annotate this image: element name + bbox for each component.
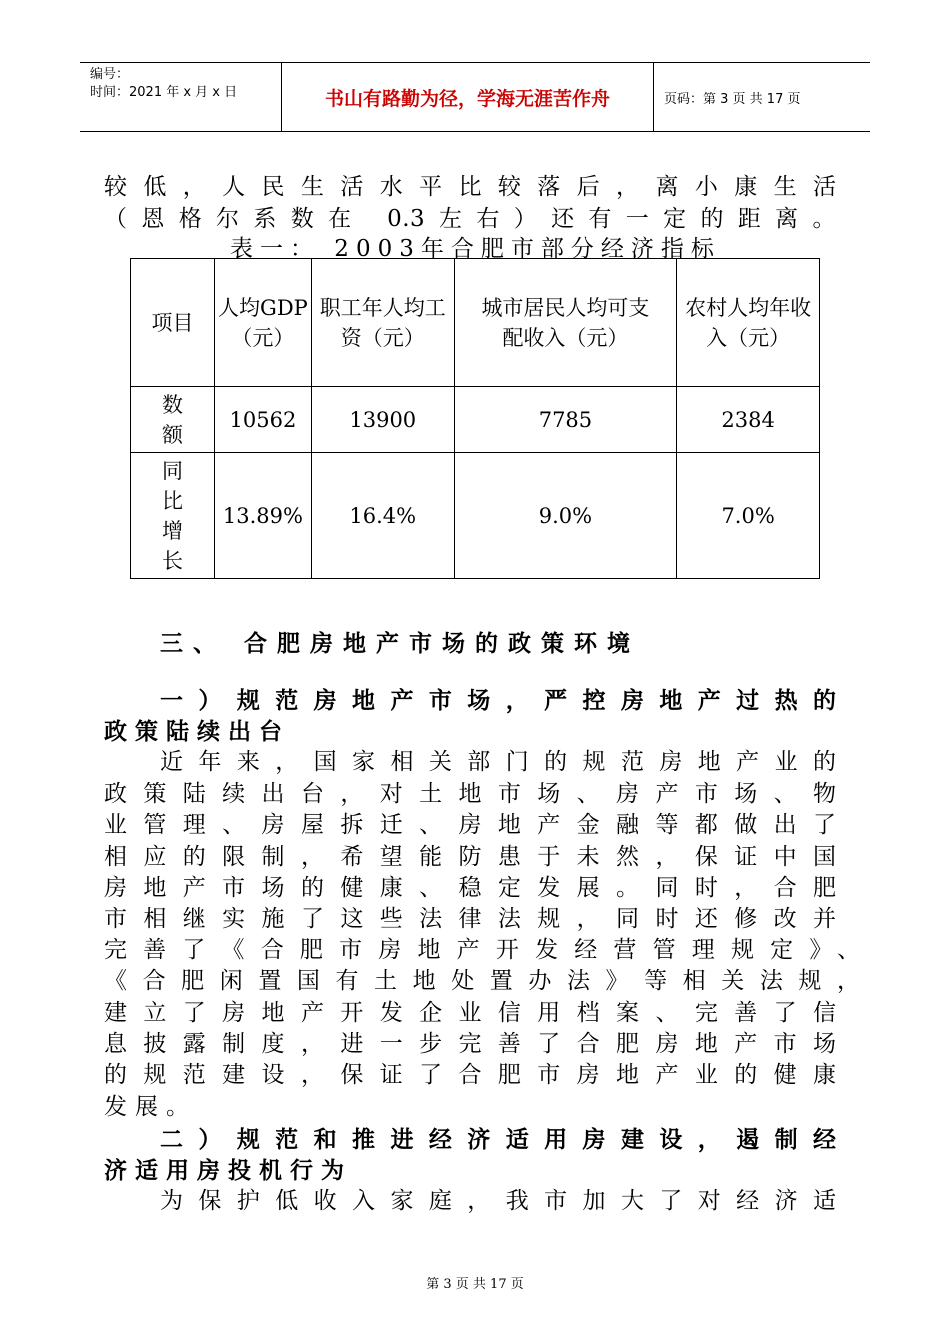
table-header-cell: 城市居民人均可支配收入（元） (454, 259, 677, 387)
table-header-cell: 职工年人均工资（元） (311, 259, 454, 387)
table-header-cell: 农村人均年收入（元） (677, 259, 820, 387)
page-footer: 第 3 页 共 17 页 (426, 1277, 524, 1292)
table-cell: 9.0% (454, 453, 677, 579)
table-header-cell: 人均GDP（元） (214, 259, 311, 387)
table-header-row (131, 259, 820, 387)
paragraph-line: 完善了《合肥市房地产开发经营管理规定》、 (104, 937, 860, 963)
subheading-line: 政策陆续出台 (104, 719, 290, 745)
paragraph-line: 房地产市场的健康、稳定发展。同时，合肥 (104, 875, 836, 901)
number-label: 编号： (90, 67, 130, 82)
economic-indicators-table (130, 258, 820, 579)
subheading-line: 二）规范和推进经济适用房建设，遏制经 (160, 1127, 836, 1153)
table-cell: 16.4% (311, 453, 454, 579)
paragraph-line: 相应的限制，希望能防患于未然，保证中国 (104, 844, 836, 870)
table-row (131, 387, 820, 453)
table-cell: 13.89% (214, 453, 311, 579)
paragraph-line: 市相继实施了这些法律法规，同时还修改并 (104, 906, 836, 932)
paragraph-line: 近年来，国家相关部门的规范房地产业的 (160, 749, 836, 775)
table-cell: 7.0% (677, 453, 820, 579)
time-label: 时间：2021 年 x 月 x 日 (90, 85, 238, 100)
body-line: （恩格尔系数在 0.3左右）还有一定的距离。 (104, 206, 836, 232)
header-page-label: 页码：第 3 页 共 17 页 (664, 91, 801, 107)
table-cell: 10562 (214, 387, 311, 453)
paragraph-line: 息披露制度，进一步完善了合肥房地产市场 (104, 1031, 836, 1057)
subheading-line: 济适用房投机行为 (104, 1158, 352, 1184)
row-label: 同比增长 (131, 453, 215, 579)
section-title: 三、 合肥房地产市场的政策环境 (160, 631, 641, 657)
paragraph-line: 政策陆续出台，对土地市场、房产市场、物 (104, 781, 836, 807)
table-cell: 13900 (311, 387, 454, 453)
table-caption: 表一： 2003年合肥市部分经济指标 (230, 236, 721, 262)
paragraph-line: 《合肥闲置国有土地处置办法》等相关法规， (104, 968, 860, 994)
table-cell: 7785 (454, 387, 677, 453)
paragraph-line: 的规范建设，保证了合肥市房地产业的健康 (104, 1062, 836, 1088)
table-row (131, 453, 820, 579)
paragraph-line: 建立了房地产开发企业信用档案、完善了信 (104, 1000, 836, 1026)
body-line: 较低，人民生活水平比较落后，离小康生活 (104, 174, 836, 200)
row-label: 数额 (131, 387, 215, 453)
header-meta (80, 63, 282, 131)
paragraph-line: 业管理、房屋拆迁、房地产金融等都做出了 (104, 812, 836, 838)
table-cell: 2384 (677, 387, 820, 453)
page-header (80, 62, 870, 132)
paragraph-line: 为保护低收入家庭，我市加大了对经济适 (160, 1188, 836, 1214)
paragraph-line: 发展。 (104, 1094, 197, 1120)
table-header-cell: 项目 (131, 259, 215, 387)
subheading-line: 一）规范房地产市场，严控房地产过热的 (160, 688, 836, 714)
header-motto: 书山有路勤为径，学海无涯苦作舟 (282, 63, 654, 131)
